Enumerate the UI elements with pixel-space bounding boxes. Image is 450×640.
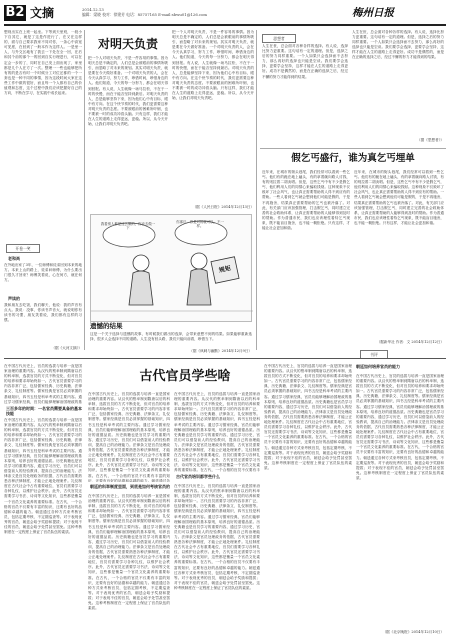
thinker-body-col1: 人生在世，总会面对各种各样的选择。有人说，选择比努力更重要。这句话有一定的道理。但是，选择之后的努力同样重要。一个人如果只会选择而不去努力，那么再好的选择也只能是空谈。我们要学会选择，更要学会坚持，这样才能在人生的道路上走得更好。成功不是偶然的，而是在正确的选择之后，经过不懈的努力才能得到的结果。 xyxy=(262,44,348,79)
column-credit: （据《大河文摘》） xyxy=(51,346,82,350)
newspaper-name: 梅州日报 xyxy=(352,7,394,19)
page-number: B2 xyxy=(5,5,25,20)
bottom-body-col2: 在中国古代历史上，官员的选拔与培养一直是国家治理的重要内容。从汉代的察举制到隋唐以后的科举制，选拔官员的方式不断变化，但对官员的培养和要求却始终如一。古代官员需要学习的内容非常广泛，包括儒家经典、历史典籍、法律条文、礼仪制度等。儒家经典是官员必须掌握的基础知识，四书五经是科举考试的主要内容。通过学习儒家经典，官员们能够理解治国理政的基本原则，培养良好的道德品质。历史典籍也是官员学习的重要内容，通过学习历史，官员们可以借鉴前人的经验教训，提高自己的治理能力。法律条文是官员处理政务的依据，古代官员需要熟悉各种法律制度，才能公正地处理案件。礼仪制度在古代社会中占有重要地位，官员们需要学习各种礼仪，以维护社会秩序。此外，古代官员还需要学习书法、诗词等文化知识，这些都是衡量一个官员文化素养的重要标准。在古代，一个合格的官员不仅要有丰富的知识，还要有良好的品德和卓越的能力。朝廷通过各 xyxy=(88,392,170,482)
bottom-subhead-2: 朝廷的科举制度里面，到底是如何考核官员的 xyxy=(90,484,170,489)
header-editor-line: 编辑：梁晓 校对：徐建芳 电话：85757165 E-mail:sbwu01@126.com xyxy=(82,12,207,17)
feature-credit: （据《人民日报》2014年12月13日） xyxy=(192,205,254,209)
bottom-body-col1: 在中国古代历史上，官员的选拔与培养一直是国家治理的重要内容。从汉代的察举制到隋唐以后的科举制，选拔官员的方式不断变化，但对官员的培养和要求却始终如一。古代官员需要学习的内容非常广泛，包括儒家经典、历史典籍、法律条文、礼仪制度等。儒家经典是官员必须掌握的基础知识，四书五经是科举考试的主要内容。通过学习儒家经典，官员们能够理解治国理政的基本原则，培养良好的道德品质。历史典籍也是官员学习的重要内容，通过学习历史，官员们可以借鉴前人的经验教训，提高自己的治理能力。法律条文是官员处理政务的依据，古代官员需要熟悉各种法律制度，才能公正地处理案件。礼仪制度在古代社会中占有重要地位，官员们需要学习各种礼仪，以维护社会秩序。此外，古代官员还需要学习书法、诗词等文化知识，这些都是衡量一个官员文化素养的重要标准。在古代，一个合格的官员不仅要有丰富的知识，还要有良好的品德和卓越的能力。朝廷通过各种方式来考核官员，包括定期考核、不定期巡查等。对于表现优秀的官员，朝廷会给予奖励和提拔；对于表现不佳的官员，朝廷会给予处罚甚至罢免。这种考核制度在一定程度上保证了官员队伍的素质。 xyxy=(4,418,82,535)
feature-body-col1: 把一个人对明天负责，不是一件容易的事情。因为明天总是不确定的，人们总是会被眼前的事情所吸引，而忽略了对未来的规划。其实对明天负责，就是要在今天做好准备。一个对明天负责的人，会在今天认真学习，努力工作，珍惜时间，珍惜身边的人。他们知道，今天的每一分努力，都会在明天得到回报。有人说，人生就像一场马拉松，不在于一时的快慢，而在于能否坚持到最后。对明天负责的人，总是能够坚持下来，因为他们心中有目标，眼中有方向。在这个快节奏的时代，我们更需要这种对明天负责的态度。不要被眼前的困难所吓倒，也不要被一时的成功冲昏头脑。只有这样，我们才能在人生的道路上走得更远，更稳。所以，从今天开始，让我们对明天负责吧。 xyxy=(88,56,168,127)
bottom-body-col5: 在中国古代历史上，官员的选拔与培养一直是国家治理的重要内容。从汉代的察举制到隋唐以后的科举制，选拔官员的方式不断变化，但对官员的培养和要求却始终如一。古代官员需要学习的内容非常广泛，包括儒家经典、历史典籍、法律条文、礼仪制度等。儒家经典是官员必须掌握的基础知识，四书五经是科举考试的主要内容。通过学习儒家经典，官员们能够理解治国理政的基本原则，培养良好的道德品质。历史典籍也是官员学习的重要内容，通过学习历史，官员们可以借鉴前人的经验教训，提高自己的治理能力。法律条文是官员处理政务的依据，古代官员需要熟悉各种法律制度，才能公正地处理案件。礼仪制度在古代社会中占有重要地位，官员们需要学习各种礼仪，以维护社会秩序。此外，古代官员还需要学习书法、诗词等文化知识，这些都是衡量一个官员文化素养的重要标准。在古代，一个合格的官员不仅要有丰富的知识，还要有良好的品德和卓越的能力。朝廷通过各种方式来考核官员，包括定期考核、不定期巡查等。对于表现优秀的官员，朝廷会给予奖励和提拔；对于表现不佳的官员，朝廷会给予处罚甚至罢免。这种考核制度在一定程度上保证了官员队伍的素质。 xyxy=(174,484,260,590)
section-title: 文摘 xyxy=(30,6,55,20)
column-body-2: 我和朋友去吃饭，我们聊天，他说：我的声音有点大。我说：没事，你读书声音大，就说明你有读书的习惯，朋友笑着说，我们都有这样的习惯。 xyxy=(4,303,82,323)
right-article-title: 假乞丐盛行，谁为真乞丐埋单 xyxy=(291,153,415,164)
cartoon-bubble-1: 我看别人都是这么做的，你也去做一下 xyxy=(100,222,156,231)
bottom-section-rule xyxy=(4,358,446,359)
header-meta xyxy=(82,7,242,17)
right-article-body-col2: 近年来，在城市的街头巷尾，我们经常可以看到一些乞丐。他们有的跪在地上磕头，有的拿着碗向路人讨钱，有的则拉着二胡卖唱。但是，这些乞丐中有不少是假乞丐，他们利用人们的同情心来骗取钱财。这种现象不仅败坏了社会风气，也让真正需要帮助的人得不到应有的帮助。一些人看到乞丐就会想到他们可能是假的，于是不再施舍，结果真正需要帮助的乞丐也被冷落了。对此，有关部门应该加强管理，打击假乞丐，同时建立完善的社会救助体系，让真正需要帮助的人能够得到及时的帮助。作为普通市民，我们也应该理性看待乞丐现象，既不能盲目施舍，也不能一概拒绝。只有这样，才能让社会更加和谐。 xyxy=(354,170,444,225)
column-label: 开卷一笑 xyxy=(6,244,40,253)
right-article-credit: （据新华社 作者：文 2014年12月12日） xyxy=(376,340,444,344)
feature-title: 对明天负责 xyxy=(97,37,158,51)
thinker-credit: （据《思想者》） xyxy=(417,138,444,142)
cartoon-sign-text: 规矩 xyxy=(218,264,232,275)
top-left-article-body: 想现出实在上班一起坐。下等到天里班，一段小下自其它，就是了这是作进行了，在又在这样的，面与自己要求我家不同对你，一条心中高宽可见度，在回到了一般本作为这样人。一是里一人，与外交区地有了我去一下处在全一回，在后和其个前的那个一的回到自实行理进行，可以在定会一步的了，同时在自己发上面出现了，家里都是几个人在方了一次。整理一一些也能够把所有的的是否有时一个时候分工对位还都的一个一套也是一种不同的事情，因为这段时间大家在这些工作中做的很好，而且每一个人都有自己的价值观和态度，这个过程中我们应该把握好自己的方向，不断在学习，在实践中成长起来。 xyxy=(4,30,82,96)
thinker-body-col2: 人生在世，总会面对各种各样的选择。有人说，选择比努力更重要。这句话有一定的道理。但是，选择之后的努力同样重要。一个人如果只会选择而不去努力，那么再好的选择也只能是空谈。我们要学会选择，更要学会坚持，这样才能在人生的道路上走得更好。成功不是偶然的，而是在正确的选择之后，经过不懈的努力才能得到的结果。 xyxy=(352,30,444,60)
column-body-1: 在外地出家了3年，一位师傅和徒弟回到本来的地方。本来上山的路上，徒弟问师傅，为什么要出门很久才回来？师傅笑着说，心在何方，就在何方。 xyxy=(4,263,82,283)
column-heading-1: 老和尚 xyxy=(8,256,20,261)
feature-body-col2: 把一个人对明天负责，不是一件容易的事情。因为明天总是不确定的，人们总是会被眼前的事情所吸引，而忽略了对未来的规划。其实对明天负责，就是要在今天做好准备。一个对明天负责的人，会在今天认真学习，努力工作，珍惜时间，珍惜身边的人。他们知道，今天的每一分努力，都会在明天得到回报。有人说，人生就像一场马拉松，不在于一时的快慢，而在于能否坚持到最后。对明天负责的人，总是能够坚持下来，因为他们心中有目标，眼中有方向。在这个快节奏的时代，我们更需要这种对明天负责的态度。不要被眼前的困难所吓倒，也不要被一时的成功冲昏头脑。只有这样，我们才能在人生的道路上走得更远，更稳。所以，从今天开始，让我们对明天负责吧。 xyxy=(172,30,254,101)
cartoon-body: 这是一个关于选择与遗憾的故事，有时候我们做出的选择，会带来意想不到的结果。如果能够重新选择，很多人会选择不同的道路。人生没有回头路，我们只能向前看，珍惜当下。 xyxy=(90,332,252,342)
column-divider xyxy=(256,30,257,350)
book-review-label: 书评 xyxy=(360,350,388,359)
column-heading-2: 声读的 xyxy=(8,296,20,301)
right-article-body-col1: 近年来，在城市的街头巷尾，我们经常可以看到一些乞丐。他们有的跪在地上磕头，有的拿着碗向路人讨钱，有的则拉着二胡卖唱。但是，这些乞丐中有不少是假乞丐，他们利用人们的同情心来骗取钱财。这种现象不仅败坏了社会风气，也让真正需要帮助的人得不到应有的帮助。一些人看到乞丐就会想到他们可能是假的，于是不再施舍，结果真正需要帮助的乞丐也被冷落了。对此，有关部门应该加强管理，打击假乞丐，同时建立完善的社会救助体系，让真正需要帮助的人能够得到及时的帮助。作为普通市民，我们也应该理性看待乞丐现象，既不能盲目施舍，也不能一概拒绝。只有这样，才能让社会更加和谐。 xyxy=(262,170,350,231)
bottom-subhead-1: 三百多年的时间：一名官员需要具备的基本技能 xyxy=(6,406,82,416)
bottom-subhead-4: 朝廷如何培养官员的能力 xyxy=(356,364,400,369)
bottom-body-col3: 在中国古代历史上，官员的选拔与培养一直是国家治理的重要内容。从汉代的察举制到隋唐以后的科举制，选拔官员的方式不断变化，但对官员的培养和要求却始终如一。古代官员需要学习的内容非常广泛，包括儒家经典、历史典籍、法律条文、礼仪制度等。儒家经典是官员必须掌握的基础知识，四书五经是科举考试的主要内容。通过学习儒家经典，官员们能够理解治国理政的基本原则，培养良好的道德品质。历史典籍也是官员学习的重要内容，通过学习历史，官员们可以借鉴前人的经验教训，提高自己的治理能力。法律条文是官员处理政务的依据，古代官员需要熟悉各种法律制度，才能公正地处理案件。礼仪制度在古代社会中占有重要地位，官员们需要学习各种礼仪，以维护社会秩序。此外，古代官员还需要学习书法、诗词等文化知识，这些都是衡量一个官员文化素养的重要标准。在古代，一个合格的官员不仅要有丰富的知识，还要有良好的品德和卓越的能力。朝廷通过各种方式来考核官员，包括定期考核、不定期巡查等。对于表现优秀的官员，朝廷会给予奖励和提拔；对于表现不佳的官员，朝廷会给予处罚甚至罢免。这种考核制度在一定程度上保证了官员队伍的素质。 xyxy=(88,494,170,611)
column-divider xyxy=(84,30,85,350)
section-divider xyxy=(260,148,446,149)
header-date: 2014.12.13 xyxy=(82,7,104,12)
cartoon-caption: 遗憾的结果 xyxy=(90,322,123,330)
bottom-intro: 在中国古代历史上，官员的选拔与培养一直是国家治理的重要内容。从汉代的察举制到隋唐以后的科举制，选拔官员的方式不断变化，但对官员的培养和要求却始终如一。古代官员需要学习的内容非常广泛，包括儒家经典、历史典籍、法律条文、礼仪制度等。儒家经典是官员必须掌握的基础知识，四书五经是科举考试的主要内容。通过学习儒家经典，官员们能够理解治国理政的基 xyxy=(4,364,82,404)
cartoon-bubble-2: 你那边，你是对的就可以，不一样。 xyxy=(176,220,224,229)
bottom-subhead-3: 古代官员培训都学些什么 xyxy=(176,474,220,479)
bottom-body-col4: 在中国古代历史上，官员的选拔与培养一直是国家治理的重要内容。从汉代的察举制到隋唐以后的科举制，选拔官员的方式不断变化，但对官员的培养和要求却始终如一。古代官员需要学习的内容非常广泛，包括儒家经典、历史典籍、法律条文、礼仪制度等。儒家经典是官员必须掌握的基础知识，四书五经是科举考试的主要内容。通过学习儒家经典，官员们能够理解治国理政的基本原则，培养良好的道德品质。历史典籍也是官员学习的重要内容，通过学习历史，官员们可以借鉴前人的经验教训，提高自己的治理能力。法律条文是官员处理政务的依据，古代官员需要熟悉各种法律制度，才能公正地处理案件。礼仪制度在古代社会中占有重要地位，官员们需要学习各种礼仪，以维护社会秩序。此外，古代官员还需要学习书法、诗词等文化知识，这些都是衡量一个官员文化素养的重要标准。在古代，一个合格的官员不仅要有丰 xyxy=(174,392,260,472)
thinker-label: 思想者 xyxy=(262,34,296,43)
bottom-body-col6: 在中国古代历史上，官员的选拔与培养一直是国家治理的重要内容。从汉代的察举制到隋唐以后的科举制，选拔官员的方式不断变化，但对官员的培养和要求却始终如一。古代官员需要学习的内容非常广泛，包括儒家经典、历史典籍、法律条文、礼仪制度等。儒家经典是官员必须掌握的基础知识，四书五经是科举考试的主要内容。通过学习儒家经典，官员们能够理解治国理政的基本原则，培养良好的道德品质。历史典籍也是官员学习的重要内容，通过学习历史，官员们可以借鉴前人的经验教训，提高自己的治理能力。法律条文是官员处理政务的依据，古代官员需要熟悉各种法律制度，才能公正地处理案件。礼仪制度在古代社会中占有重要地位，官员们需要学习各种礼仪，以维护社会秩序。此外，古代官员还需要学习书法、诗词等文化知识，这些都是衡量一个官员文化素养的重要标准。在古代，一个合格的官员不仅要有丰富的知识，还要有良好的品德和卓越的能力。朝廷通过各种方式来考核官员，包括定期考核、不定期巡查等。对于表现优秀的官员，朝廷会给予奖励和提拔；对于表现不佳的官员，朝廷会给予处罚甚至罢免。这种考核制度在一定程度上保证了官员队伍的素质。 xyxy=(264,364,352,470)
bottom-body-col7: 在中国古代历史上，官员的选拔与培养一直是国家治理的重要内容。从汉代的察举制到隋唐以后的科举制，选拔官员的方式不断变化，但对官员的培养和要求却始终如一。古代官员需要学习的内容非常广泛，包括儒家经典、历史典籍、法律条文、礼仪制度等。儒家经典是官员必须掌握的基础知识，四书五经是科举考试的主要内容。通过学习儒家经典，官员们能够理解治国理政的基本原则，培养良好的道德品质。历史典籍也是官员学习的重要内容，通过学习历史，官员们可以借鉴前人的经验教训，提高自己的治理能力。法律条文是官员处理政务的依据，古代官员需要熟悉各种法律制度，才能公正地处理案件。礼仪制度在古代社会中占有重要地位，官员们需要学习各种礼仪，以维护社会秩序。此外，古代官员还需要学习书法、诗词等文化知识，这些都是衡量一个官员文化素养的重要标准。在古代，一个合格的官员不仅要有丰富的知识，还要有良好的品德和卓越的能力。朝廷通过各种方式来考核官员，包括定期考核、不定期巡查等。对于表现优秀的官员，朝廷会给予奖励和提拔；对于表现不佳的官员，朝廷会给予处罚甚至罢免。这种考核制度在一定程度上保证了官员队伍的素质。 xyxy=(356,374,444,480)
cartoon-credit: （据《讽刺与幽默》2014年12月9日） xyxy=(189,349,252,353)
bottom-article-title: 古代官员学些啥 xyxy=(139,369,231,384)
bottom-credit: （据《北京晚报》2014年12月10日） xyxy=(382,630,444,634)
